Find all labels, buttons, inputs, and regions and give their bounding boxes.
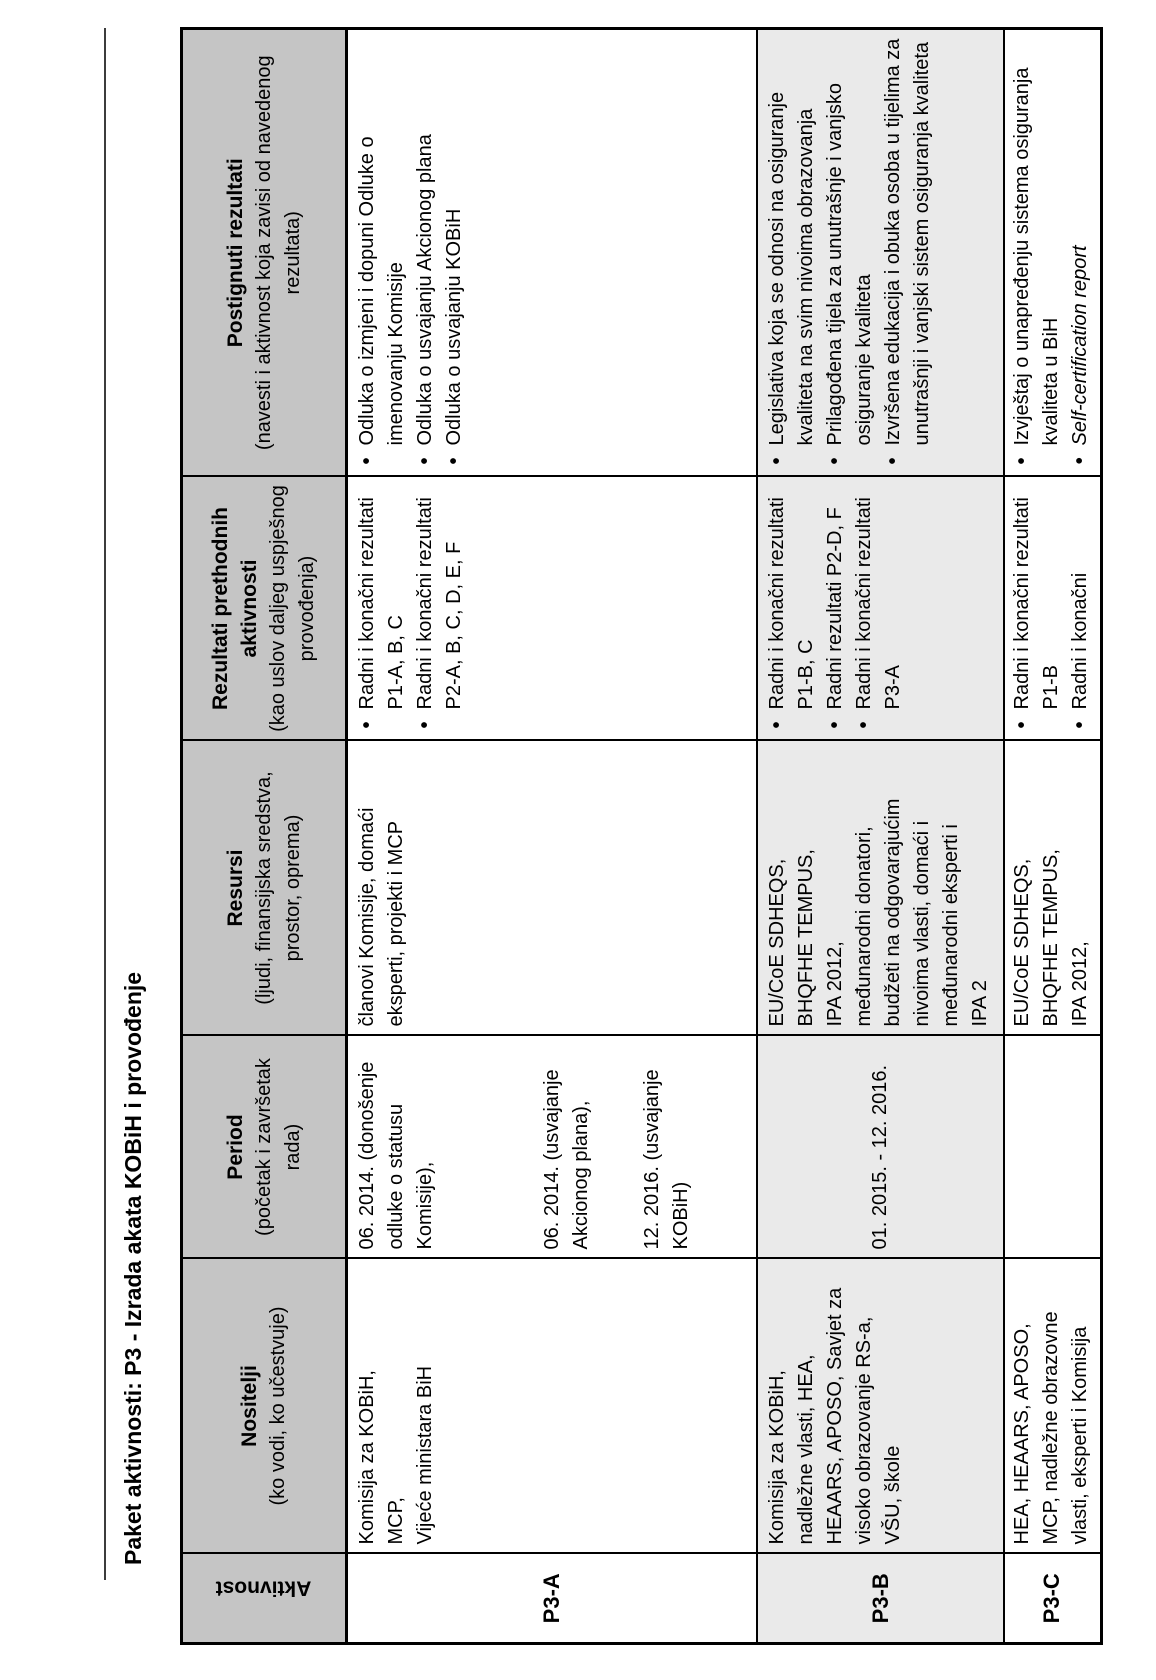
text-line: HEA, HEAARS, APOSO,	[1010, 1323, 1033, 1545]
text-line: IPA 2012,	[823, 941, 846, 1027]
text-line: vlasti, eksperti i Komisija	[1068, 1326, 1091, 1545]
text-line: IPA 2	[968, 980, 991, 1027]
row-label-p3c: P3-C	[1004, 1554, 1102, 1644]
header-title: Period	[223, 1114, 247, 1180]
column-header-postignuti-rezultati	[182, 29, 347, 477]
header-title: Nositelji	[238, 1365, 261, 1447]
header-title: Postignuti rezultati	[223, 158, 247, 348]
bullet-item: • Radni i konačni rezultati P2-A, B, C, D, E, F	[411, 486, 469, 732]
bullet-item: • Radni i konačni	[1066, 486, 1095, 732]
column-header-resursi	[182, 741, 347, 1036]
text-line: BHQFHE TEMPUS,	[794, 849, 817, 1027]
table-header-row	[182, 29, 347, 1644]
text-line: eksperti, projekti i MCP	[385, 820, 407, 1027]
text-line: BHQFHE TEMPUS,	[1039, 849, 1062, 1027]
bullet-item: • Izvršena edukacija i obuka osoba u tijelima za unutrašnji i vanjski sistem osiguranja kvaliteta	[879, 38, 937, 468]
text-line: nadležne vlasti, HEA,	[794, 1354, 817, 1545]
bullet-item: • Legislativa koja se odnosi na osiguranje kvaliteta na svim nivoima obrazovanja	[763, 38, 821, 468]
header-title: Rezultati prethodnih aktivnosti	[209, 507, 261, 710]
text-line: MCP,	[385, 1497, 407, 1545]
table-row-p3b	[757, 29, 1004, 1644]
text-line: međunarodni eksperti i	[939, 824, 962, 1027]
text-line: visoko obrazovanje RS-a,	[852, 1316, 875, 1545]
bullet-item: • Odluka o usvajanju Akcionog plana	[411, 38, 440, 468]
cell-p3b-period	[757, 1036, 1004, 1259]
bullet-item: • Odluka o izmjeni i dopuni Odluke o imenovanju Komisije	[353, 38, 411, 468]
text-line: Komisija za KOBiH,	[356, 1370, 378, 1545]
cell-p3c-postignuti	[1004, 29, 1102, 477]
bullet-item: • Self-certification report	[1066, 38, 1095, 468]
bullet-item: • Radni i konačni rezultati P1-A, B, C	[353, 486, 411, 732]
text-line: Vijeće ministara BiH	[414, 1365, 436, 1545]
text-line: EU/CoE SDHEQS,	[1010, 858, 1033, 1027]
document-title: Paket aktivnosti: P3 - Izrada akata KOBiH i provođenje	[120, 971, 146, 1565]
text-line: EU/CoE SDHEQS,	[765, 858, 788, 1027]
text-line: nivoima vlasti, domaći i	[910, 820, 933, 1027]
header-subtitle: (navesti i aktivnost koja zavisi od navedenog rezultata)	[252, 55, 304, 451]
bullet-item: • Radni i konačni rezultati P1-B, C	[763, 486, 821, 732]
cell-p3b-resursi	[757, 741, 1004, 1036]
cell-p3b-rezultati-prethodnih	[757, 477, 1004, 741]
activity-table	[180, 27, 1103, 1645]
column-header-rezultati-prethodnih	[182, 477, 347, 741]
cell-p3c-rezultati-prethodnih	[1004, 477, 1102, 741]
column-header-period	[182, 1036, 347, 1259]
text-line: 06. 2014. (usvajanje Akcionog plana),	[541, 1069, 592, 1250]
header-subtitle: (ljudi, finansijska sredstva, prostor, oprema)	[252, 771, 304, 1005]
cell-p3a-period	[347, 1036, 757, 1259]
cell-p3c-period	[1004, 1036, 1102, 1259]
column-header-nositelji	[182, 1259, 347, 1554]
bullet-item: • Prilagođena tijela za unutrašnje i vanjsko osiguranje kvaliteta	[821, 38, 879, 468]
row-label-p3b: P3-B	[757, 1554, 1004, 1644]
cell-p3a-resursi	[347, 741, 757, 1036]
text-line: VŠU, škole	[881, 1445, 904, 1545]
row-label-p3a: P3-A	[347, 1554, 757, 1644]
text-line: Komisija za KOBiH,	[765, 1370, 788, 1545]
text-line: IPA 2012,	[1068, 941, 1091, 1027]
cell-p3b-nositelji	[757, 1259, 1004, 1554]
bullet-item: • Izvještaj o unapređenju sistema osiguranja kvaliteta u BiH	[1008, 38, 1066, 468]
text-line: HEAARS, APOSO, Savjet za	[823, 1287, 846, 1545]
bullet-item: • Radni rezultati P2-D, F	[821, 486, 850, 732]
bullet-item: • Odluka o usvajanju KOBiH	[440, 38, 469, 468]
bullet-item: • Radni i konačni rezultati P3-A	[850, 486, 908, 732]
cell-p3b-postignuti	[757, 29, 1004, 477]
cell-p3c-resursi	[1004, 741, 1102, 1036]
cell-p3a-rezultati-prethodnih	[347, 477, 757, 741]
text-line: 06. 2014. (donošenje odluke o statusu Komisije),	[356, 1061, 436, 1250]
bullet-item: • Radni i konačni rezultati P1-B	[1008, 486, 1066, 732]
cell-p3c-nositelji	[1004, 1259, 1102, 1554]
header-subtitle: (kao uslov daljeg uspješnog provođenja)	[267, 485, 318, 732]
table-row-p3a	[347, 29, 757, 1644]
cell-p3a-nositelji	[347, 1259, 757, 1554]
header-title: Resursi	[223, 849, 247, 927]
text-line: međunarodni donatori,	[852, 826, 875, 1027]
cell-p3a-postignuti	[347, 29, 757, 477]
table-row-p3c	[1004, 29, 1102, 1644]
text-line: MCP, nadležne obrazovne	[1039, 1311, 1062, 1545]
text-line: članovi Komisije, domaći	[356, 807, 378, 1027]
header-subtitle: (početak i završetak rada)	[252, 1058, 304, 1236]
text-line: budžeti na odgovarajućim	[881, 798, 904, 1027]
header-subtitle: (ko vodi, ko učestvuje)	[267, 1306, 289, 1506]
aktivnost-vertical-label: Aktivnost	[215, 1576, 312, 1600]
text-line: 01. 2015. - 12. 2016.	[868, 1064, 891, 1250]
column-header-aktivnost	[182, 1554, 347, 1644]
text-line: 12. 2016. (usvajanje KOBiH)	[641, 1069, 692, 1250]
page-edge-line	[104, 28, 106, 1580]
